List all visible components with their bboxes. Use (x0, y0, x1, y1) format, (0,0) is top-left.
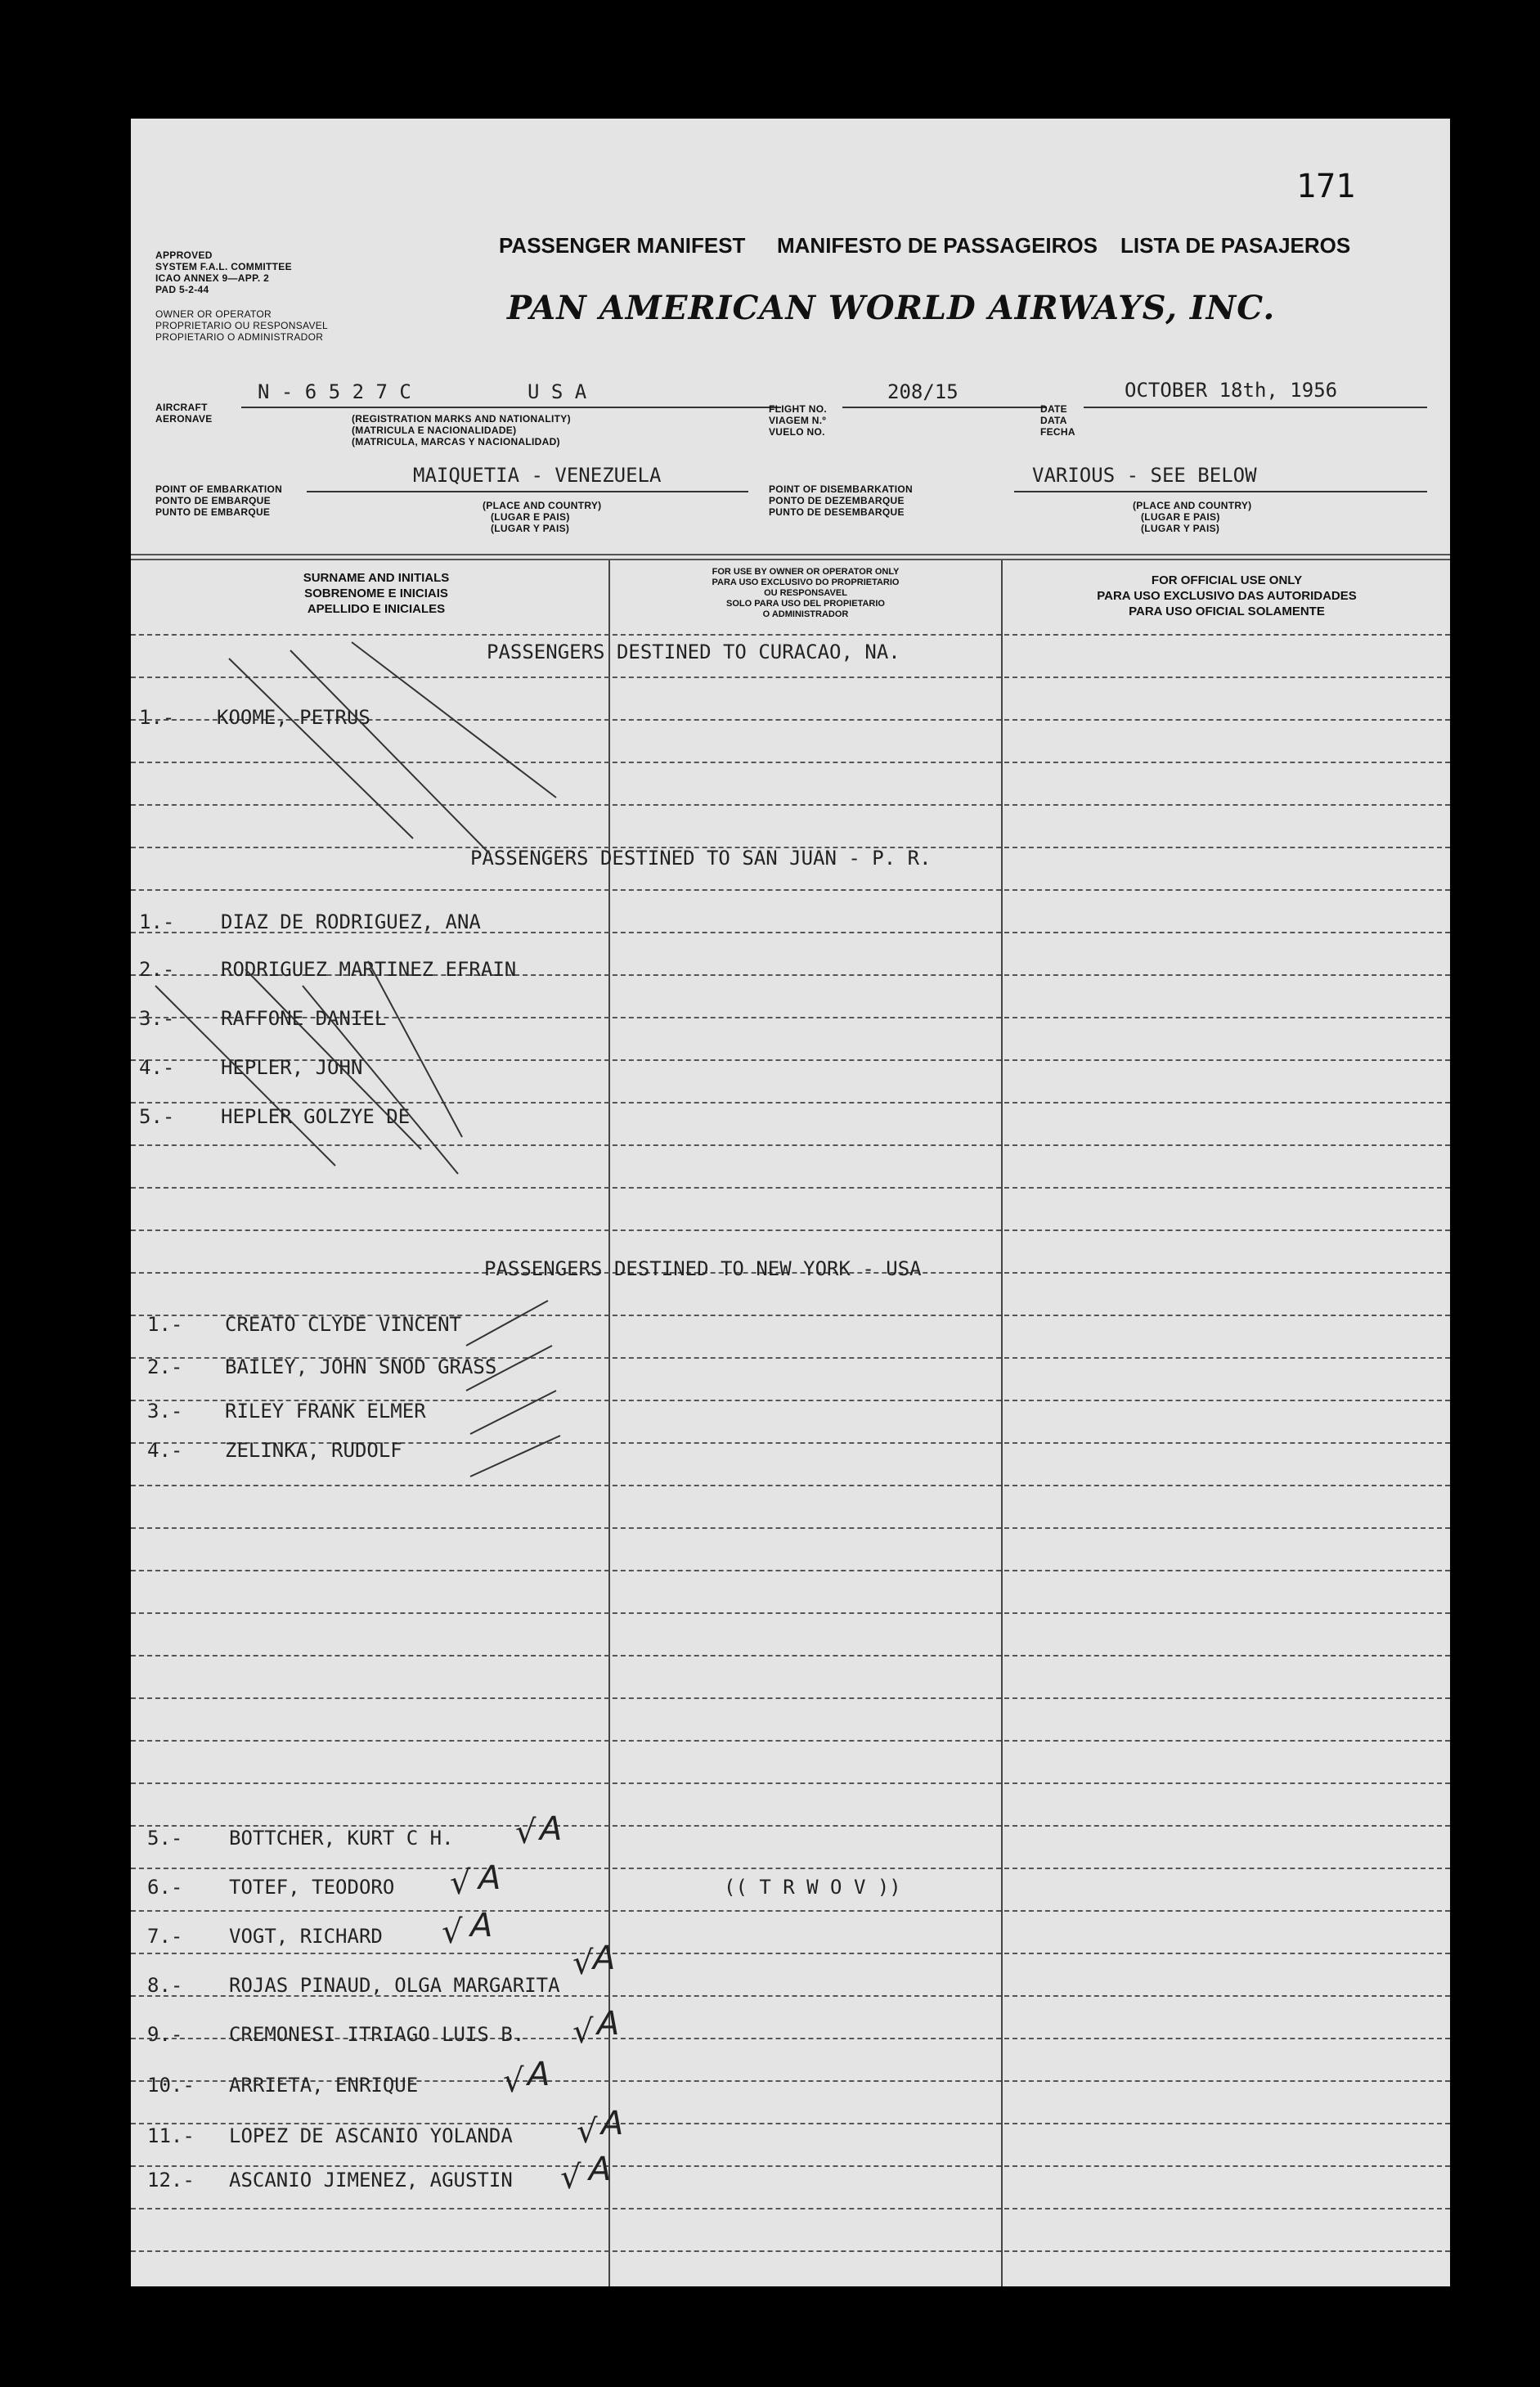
owner-label: PROPIETARIO O ADMINISTRADOR (155, 331, 324, 343)
place-label: (PLACE AND COUNTRY) (483, 500, 602, 511)
embarkation-label: POINT OF EMBARKATION (155, 483, 283, 495)
place-label: (LUGAR E PAIS) (491, 511, 570, 523)
passenger-number: 4.- (147, 1439, 183, 1462)
embarkation-label: PUNTO DE EMBARQUE (155, 506, 271, 518)
check-mark: √ (572, 2013, 594, 2051)
disembarkation-point: VARIOUS - SEE BELOW (1032, 464, 1257, 487)
passenger-number: 3.- (147, 1400, 183, 1423)
owner-label: OWNER OR OPERATOR (155, 308, 272, 320)
title-english: PASSENGER MANIFEST (499, 233, 746, 258)
passenger-name: CREMONESI ITRIAGO LUIS B. (229, 2023, 525, 2046)
check-mark: √ (442, 1913, 463, 1951)
passenger-number: 9.- (147, 2023, 183, 2046)
surname-column-header: SURNAME AND INITIALS SOBRENOME E INICIAIS APELLIDO E INICIALES (303, 571, 450, 616)
aircraft-label: AIRCRAFT (155, 402, 208, 413)
passenger-name: HEPLER GOLZYE DE (221, 1105, 411, 1128)
passenger-name: ROJAS PINAUD, OLGA MARGARITA (229, 1974, 560, 1997)
passenger-name: HEPLER, JOHN (221, 1056, 363, 1079)
passenger-name: ZELINKA, RUDOLF (225, 1439, 402, 1462)
manifest-sheet (131, 119, 1450, 2286)
place-label: (LUGAR Y PAIS) (491, 523, 570, 534)
handwritten-a: A (597, 2005, 620, 2043)
date-label: DATA (1040, 415, 1067, 426)
title-portuguese: MANIFESTO DE PASSAGEIROS (777, 233, 1098, 258)
passenger-number: 1.- (139, 706, 175, 729)
registration-label: (MATRICULA E NACIONALIDADE) (352, 425, 517, 436)
approval-line: SYSTEM F.A.L. COMMITTEE (155, 261, 292, 272)
check-mark: √ (560, 2159, 581, 2196)
handwritten-a: A (528, 2056, 550, 2093)
official-use-column-header: FOR OFFICIAL USE ONLY PARA USO EXCLUSIVO DAS AUTORIDADES PARA USO OFICIAL SOLAMENTE (1097, 573, 1357, 618)
passenger-number: 10.- (147, 2074, 195, 2097)
page-number: 171 (1296, 168, 1356, 205)
passenger-number: 2.- (147, 1355, 183, 1378)
handwritten-a: A (601, 2105, 624, 2142)
passenger-number: 4.- (139, 1056, 175, 1079)
date-label: FECHA (1040, 426, 1075, 438)
passenger-name: BAILEY, JOHN SNOD GRASS (225, 1355, 497, 1378)
embarkation-label: PONTO DE EMBARQUE (155, 495, 271, 506)
passenger-number: 2.- (139, 958, 175, 981)
passenger-name: RAFFONE DANIEL (221, 1007, 387, 1030)
disembarkation-label: POINT OF DISEMBARKATION (769, 483, 914, 495)
passenger-number: 7.- (147, 1925, 183, 1948)
passenger-number: 11.- (147, 2124, 195, 2147)
check-mark: √ (577, 2113, 598, 2151)
handwritten-a: A (589, 2151, 612, 2188)
embarkation-point: MAIQUETIA - VENEZUELA (413, 464, 662, 487)
check-mark: √ (515, 1814, 537, 1851)
flight-label: VIAGEM N.º (769, 415, 827, 426)
aircraft-label: AERONAVE (155, 413, 213, 425)
passenger-name: RODRIGUEZ MARTINEZ EFRAIN (221, 958, 517, 981)
title-spanish: LISTA DE PASAJEROS (1120, 233, 1351, 258)
group-heading: PASSENGERS DESTINED TO CURACAO, NA. (487, 641, 900, 663)
passenger-number: 3.- (139, 1007, 175, 1030)
owner-label: PROPRIETARIO OU RESPONSAVEL (155, 320, 329, 331)
approval-line: PAD 5-2-44 (155, 284, 209, 295)
flight-date: OCTOBER 18th, 1956 (1125, 379, 1338, 402)
group-heading: PASSENGERS DESTINED TO SAN JUAN - P. R. (470, 847, 932, 870)
passenger-name: RILEY FRANK ELMER (225, 1400, 426, 1423)
check-mark: √ (503, 2062, 524, 2100)
approval-line: ICAO ANNEX 9—APP. 2 (155, 272, 270, 284)
handwritten-a: A (593, 1940, 616, 1977)
handwritten-a: A (540, 1810, 563, 1848)
passenger-name: KOOME, PETRUS (217, 706, 370, 729)
place-label: (LUGAR E PAIS) (1141, 511, 1220, 523)
disembarkation-label: PUNTO DE DESEMBARQUE (769, 506, 905, 518)
passenger-name: ARRIETA, ENRIQUE (229, 2074, 419, 2097)
passenger-number: 1.- (139, 910, 175, 933)
aircraft-registration: N - 6 5 2 7 C (258, 380, 411, 403)
aircraft-nationality: U S A (528, 380, 587, 403)
passenger-name: VOGT, RICHARD (229, 1925, 383, 1948)
passenger-number: 1.- (147, 1313, 183, 1336)
registration-label: (MATRICULA, MARCAS Y NACIONALIDAD) (352, 436, 560, 447)
check-mark: √ (450, 1864, 471, 1902)
passenger-number: 5.- (139, 1105, 175, 1128)
handwritten-a: A (478, 1859, 501, 1897)
passenger-name: BOTTCHER, KURT C H. (229, 1827, 454, 1850)
airline-name: PAN AMERICAN WORLD AIRWAYS, INC. (507, 289, 1276, 327)
passenger-number: 6.- (147, 1876, 183, 1899)
owner-use-column-header: FOR USE BY OWNER OR OPERATOR ONLY PARA USO EXCLUSIVO DO PROPRIETARIO OU RESPONSAVEL SOLO PARA USO DEL PROPIETARIO O ADMINISTRADOR (712, 567, 900, 619)
flight-number: 208/15 (887, 380, 959, 403)
date-label: DATE (1040, 403, 1067, 415)
passenger-number: 5.- (147, 1827, 183, 1850)
pen-strokes (131, 119, 1450, 2286)
passenger-name: ASCANIO JIMENEZ, AGUSTIN (229, 2169, 513, 2191)
passenger-name: LOPEZ DE ASCANIO YOLANDA (229, 2124, 513, 2147)
flight-label: FLIGHT NO. (769, 403, 827, 415)
check-mark: √ (572, 1944, 594, 1982)
passenger-name: TOTEF, TEODORO (229, 1876, 395, 1899)
flight-label: VUELO NO. (769, 426, 825, 438)
place-label: (PLACE AND COUNTRY) (1133, 500, 1252, 511)
passenger-number: 12.- (147, 2169, 195, 2191)
handwritten-a: A (470, 1907, 493, 1944)
owner-note: (( T R W O V )) (724, 1876, 901, 1899)
place-label: (LUGAR Y PAIS) (1141, 523, 1220, 534)
passenger-name: CREATO CLYDE VINCENT (225, 1313, 461, 1336)
disembarkation-label: PONTO DE DEZEMBARQUE (769, 495, 905, 506)
passenger-name: DIAZ DE RODRIGUEZ, ANA (221, 910, 481, 933)
passenger-number: 8.- (147, 1974, 183, 1997)
approval-line: APPROVED (155, 249, 213, 261)
registration-label: (REGISTRATION MARKS AND NATIONALITY) (352, 413, 571, 425)
group-heading: PASSENGERS DESTINED TO NEW YORK - USA (484, 1257, 922, 1280)
